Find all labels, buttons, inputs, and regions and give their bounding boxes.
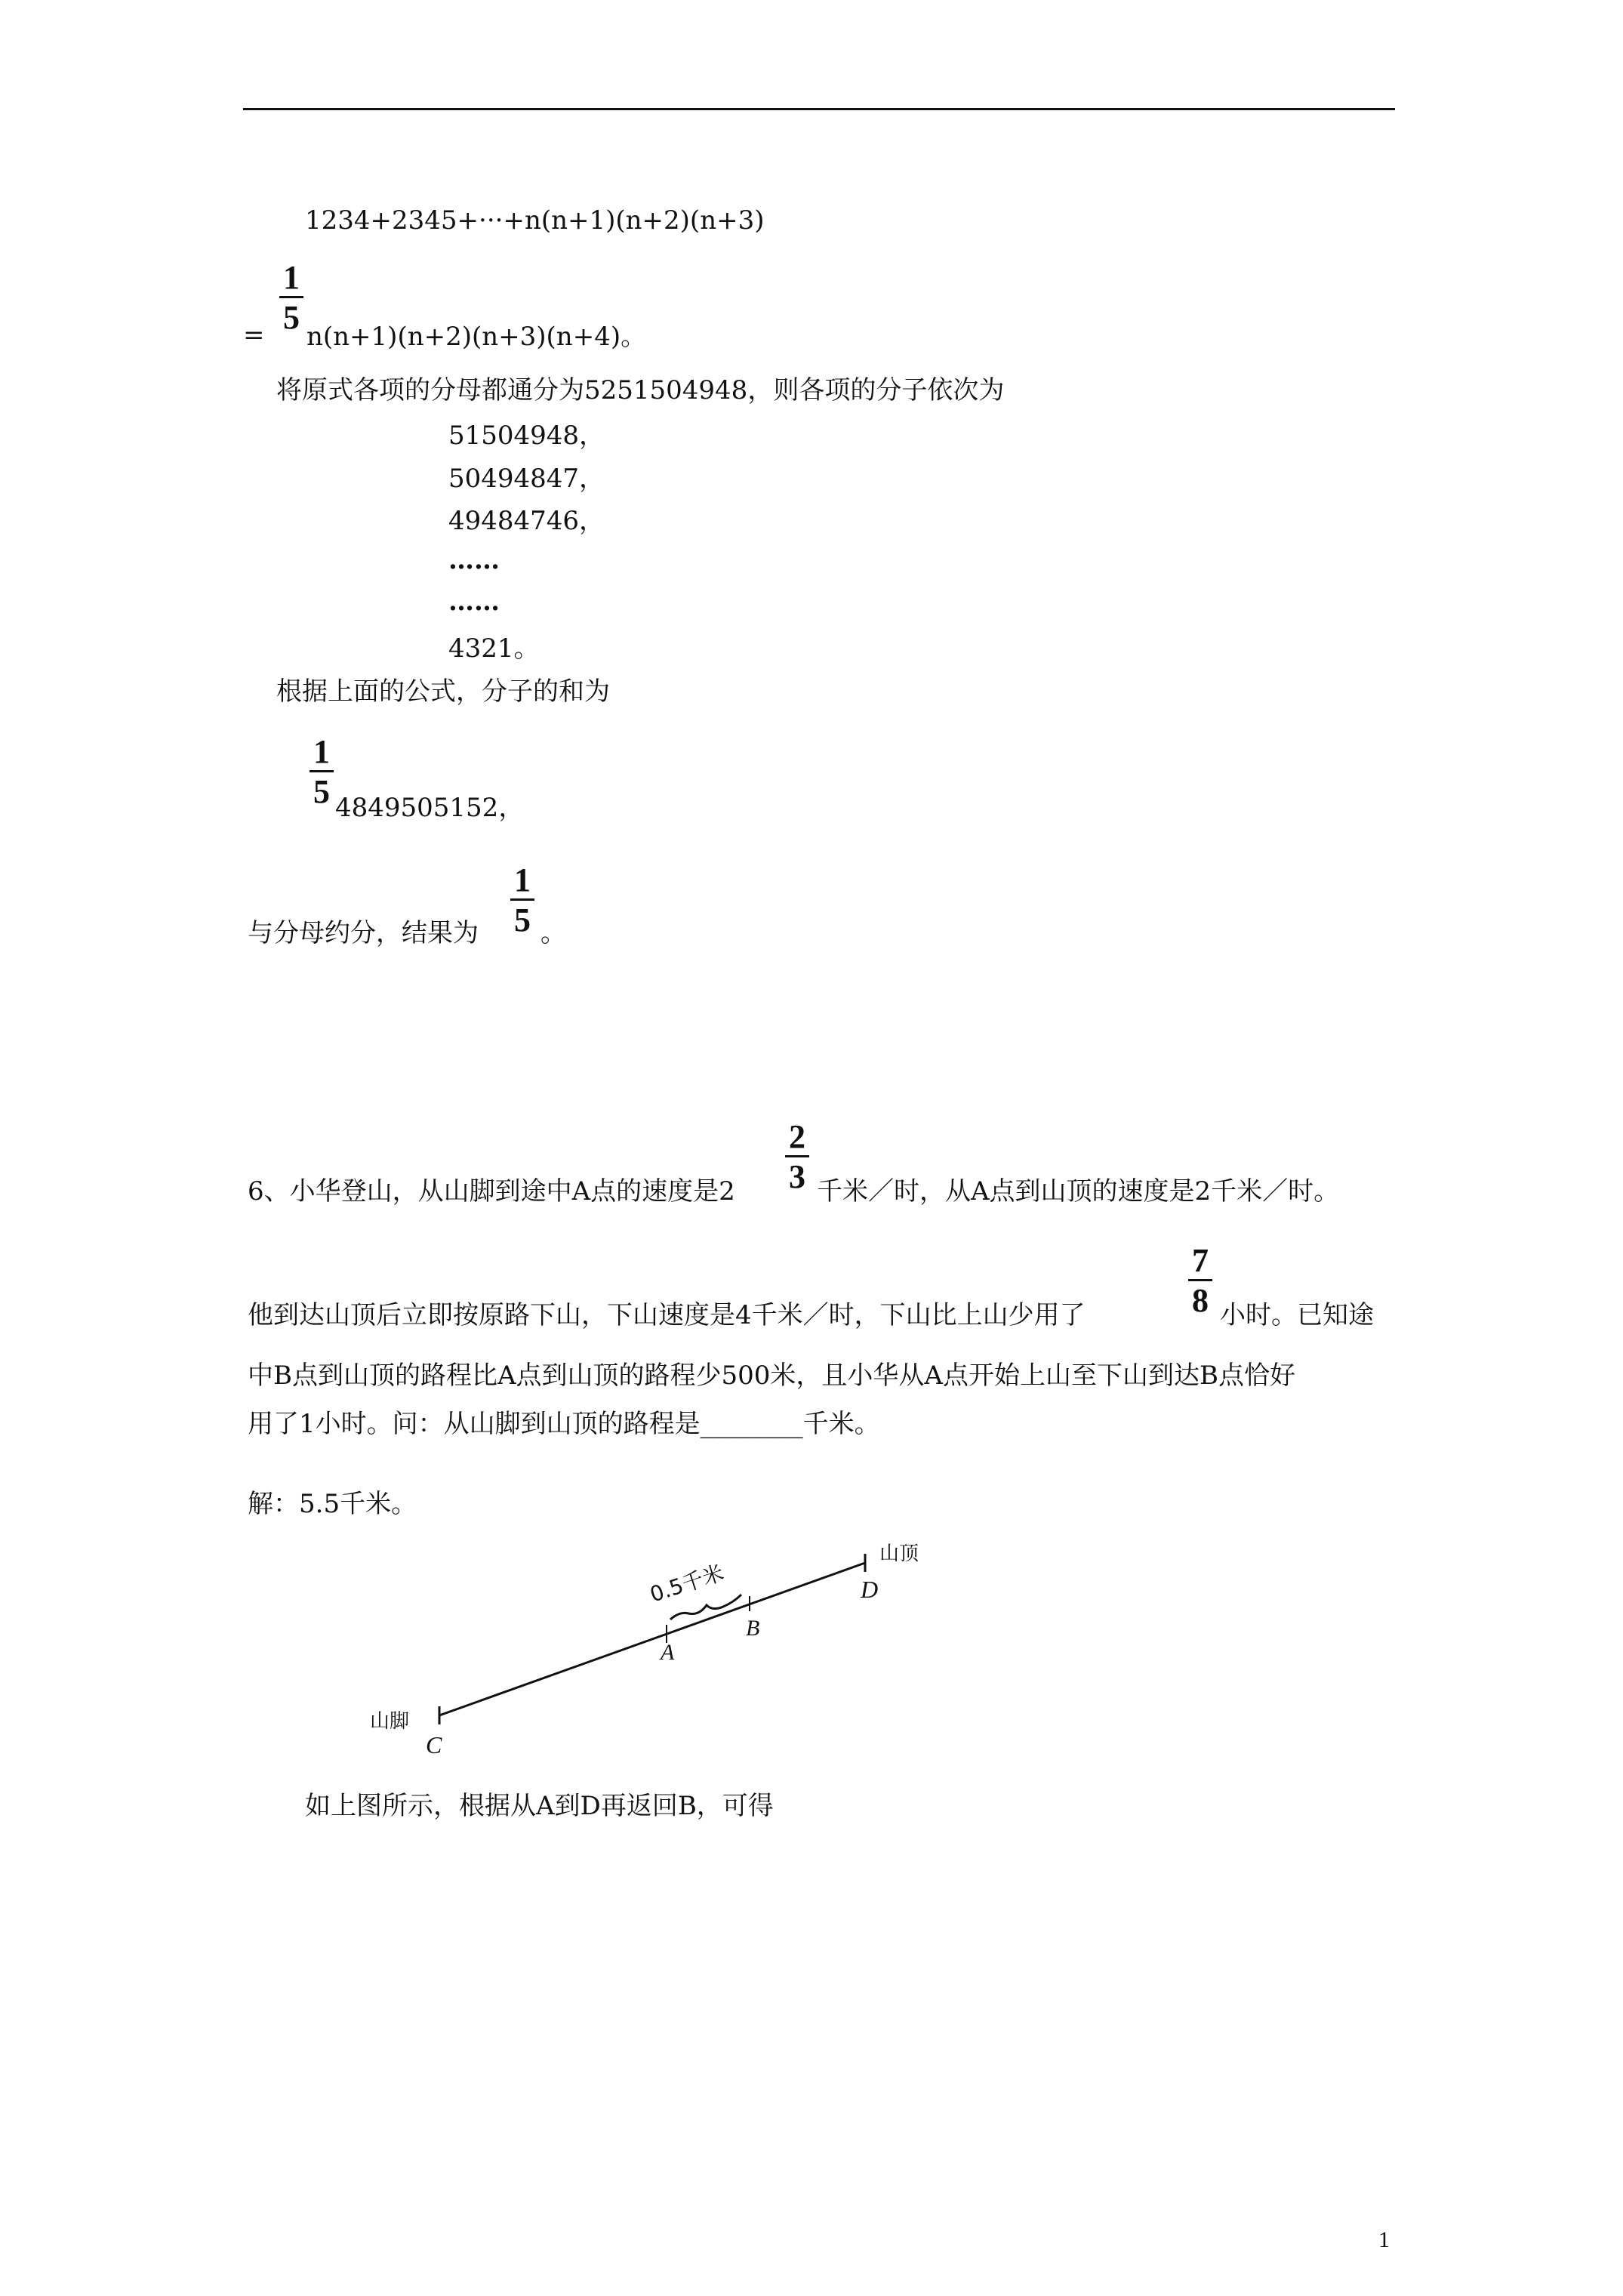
problem6-line4: 用了1小时。问：从山脚到山顶的路程是________千米。 bbox=[248, 1409, 880, 1439]
segment-label: 0.5千米 bbox=[646, 1560, 727, 1607]
explanation-text: 如上图所示，根据从A到D再返回B，可得 bbox=[305, 1791, 774, 1821]
problem6-line3: 中B点到山顶的路程比A点到山顶的路程少500米，且小华从A点开始上山至下山到达B点恰好 bbox=[248, 1361, 1295, 1391]
speed-fraction bbox=[775, 1120, 820, 1194]
fraction-numerator: 2 bbox=[789, 1118, 805, 1155]
problem6-line1-end: 千米／时，从A点到山顶的速度是2千米／时。 bbox=[817, 1176, 1340, 1207]
fraction-bar bbox=[785, 1155, 809, 1157]
fraction-bar bbox=[310, 770, 334, 772]
fraction-denominator: 3 bbox=[789, 1158, 805, 1195]
reduce-end: 。 bbox=[540, 918, 566, 948]
fraction-denominator: 8 bbox=[1192, 1282, 1209, 1319]
numerator-ellipsis: …… bbox=[448, 545, 500, 575]
problem6-line2-end: 小时。已知途 bbox=[1220, 1300, 1374, 1330]
reduce-text: 与分母约分，结果为 bbox=[248, 918, 479, 948]
point-d-label: D bbox=[861, 1576, 879, 1603]
formula-rest: n(n+1)(n+2)(n+3)(n+4)。 bbox=[306, 322, 647, 352]
sum-intro: 根据上面的公式，分子的和为 bbox=[276, 676, 610, 707]
fraction-denominator: 5 bbox=[283, 299, 300, 336]
fraction-numerator: 1 bbox=[283, 259, 300, 296]
fraction-bar bbox=[1188, 1279, 1212, 1281]
numerator-item: 49484746， bbox=[448, 506, 605, 536]
fraction-denominator: 5 bbox=[514, 901, 531, 938]
foot-label: 山脚 bbox=[370, 1710, 410, 1733]
point-b-label: B bbox=[746, 1616, 760, 1641]
fraction-numerator: 1 bbox=[514, 861, 531, 898]
sum-value: 4849505152， bbox=[335, 793, 525, 823]
time-fraction bbox=[1178, 1244, 1223, 1318]
answer-text: 解：5.5千米。 bbox=[248, 1489, 417, 1519]
fraction-numerator: 7 bbox=[1192, 1242, 1209, 1279]
problem6-line1-start: 6、小华登山，从山脚到途中A点的速度是2 bbox=[248, 1176, 735, 1207]
mountain-path-diagram bbox=[347, 1533, 951, 1774]
fraction-bar bbox=[279, 296, 303, 298]
fraction-denominator: 5 bbox=[313, 773, 330, 810]
fraction-numerator: 1 bbox=[313, 733, 330, 770]
numerator-item: 4321。 bbox=[448, 633, 540, 664]
summit-label: 山顶 bbox=[879, 1542, 919, 1565]
point-c-label: C bbox=[426, 1731, 442, 1758]
numerator-ellipsis: …… bbox=[448, 587, 500, 617]
page-number: 1 bbox=[1378, 2227, 1390, 2252]
numerator-item: 51504948， bbox=[448, 421, 605, 451]
point-a-label: A bbox=[661, 1640, 675, 1665]
fraction-bar bbox=[510, 898, 534, 901]
common-denominator-text: 将原式各项的分母都通分为5251504948，则各项的分子依次为 bbox=[276, 375, 1005, 405]
numerator-item: 50494847， bbox=[448, 464, 605, 494]
header-rule bbox=[243, 108, 1395, 110]
problem6-line2-start: 他到达山顶后立即按原路下山，下山速度是4千米／时，下山比上山少用了 bbox=[248, 1300, 1086, 1330]
reduce-fraction bbox=[500, 861, 545, 938]
equals-sign: = bbox=[243, 320, 265, 350]
sum-formula-line: 1234+2345+···+n(n+1)(n+2)(n+3) bbox=[305, 205, 765, 236]
